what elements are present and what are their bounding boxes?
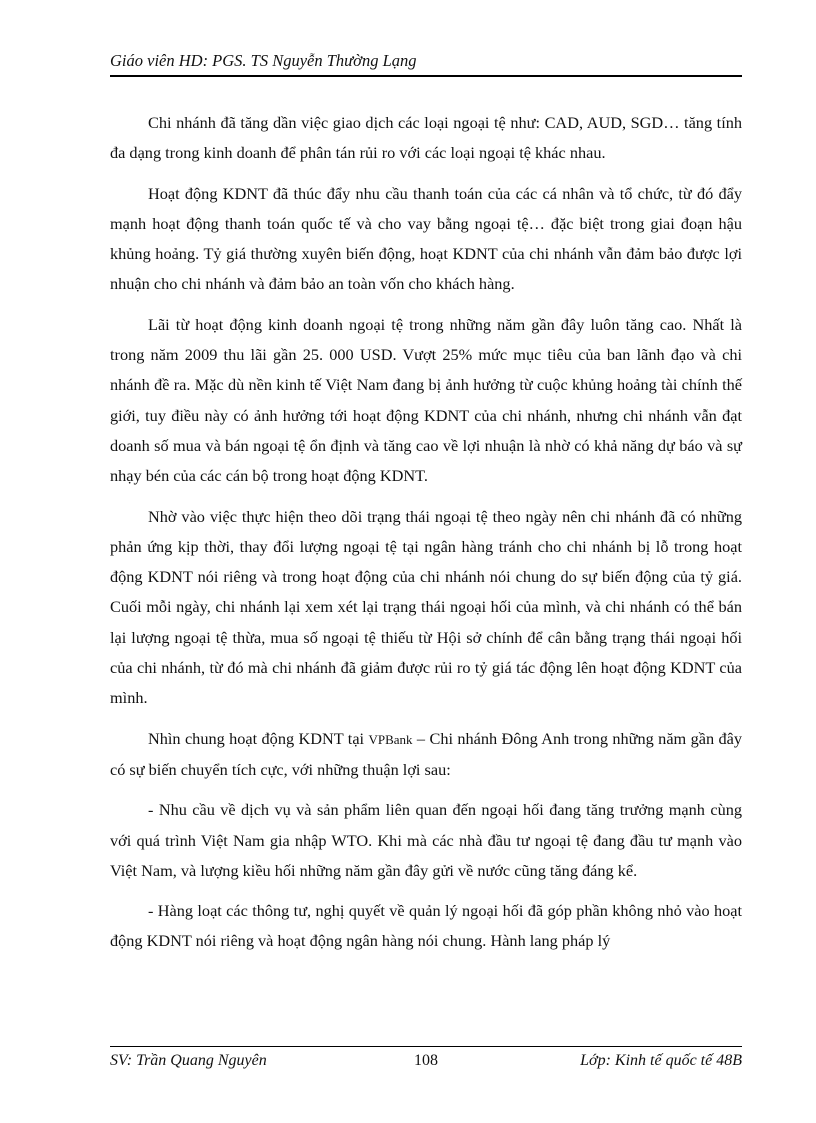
paragraph-2: Hoạt động KDNT đã thúc đẩy nhu cầu thanh toán của các cá nhân và tổ chức, từ đó đẩy mạnh hoạt động thanh toán quốc tế và cho vay bằng ngoại tệ… đặc biệt trong giai đoạn hậu khủng hoảng. Tỷ giá thường xuyên biến động, hoạt KDNT của chi nhánh vẫn đảm bảo được lợi nhuận cho chi nhánh và đảm bảo an toàn vốn cho khách hàng. <box>110 183 742 294</box>
paragraph-5-rest: – Chi nhánh Đông Anh trong những năm gần đây có sự biến chuyển tích cực, với những thuận lợi sau: <box>110 728 742 779</box>
paragraph-3: Lãi từ hoạt động kinh doanh ngoại tệ trong những năm gần đây luôn tăng cao. Nhất là trong năm 2009 thu lãi gần 25. 000 USD. Vượt 25% mức mục tiêu của ban lãnh đạo và chi nhánh đề ra. Mặc dù nền kinh tế Việt Nam đang bị ảnh hưởng từ cuộc khủng hoảng tài chính thế giới, tuy điều này có ảnh hưởng tới hoạt động KDNT của chi nhánh, nhưng chi nhánh vẫn đạt doanh số mua và bán ngoại tệ ổn định và tăng cao về lợi nhuận là nhờ có khả năng dự báo và sự nhạy bén của các cán bộ trong hoạt động KDNT. <box>110 314 742 486</box>
footer-rule <box>110 1046 742 1047</box>
bullet-2: - Hàng loạt các thông tư, nghị quyết về quản lý ngoại hối đã góp phần không nhỏ vào hoạt động KDNT nói riêng và hoạt động ngân hàng nói chung. Hành lang pháp lý <box>110 901 742 951</box>
paragraph-1: Chi nhánh đã tăng dần việc giao dịch các loại ngoại tệ như: CAD, AUD, SGD… tăng tính đa dạng trong kinh doanh để phân tán rủi ro với các loại ngoại tệ khác nhau. <box>110 113 742 163</box>
paragraph-5-lead: Nhìn chung hoạt động KDNT tại <box>148 728 369 748</box>
page-number: 108 <box>414 1052 438 1069</box>
page-header <box>110 50 742 72</box>
header-advisor-text: Giáo viên HD: PGS. TS Nguyễn Thường Lạng <box>110 51 417 70</box>
header-rule <box>110 75 742 77</box>
footer-class: Lớp: Kinh tế quốc tế 48B <box>580 1052 742 1069</box>
brand-name: VPBank <box>368 731 413 747</box>
document-body <box>110 108 742 967</box>
paragraph-4: Nhờ vào việc thực hiện theo dõi trạng thái ngoại tệ theo ngày nên chi nhánh đã có những phản ứng kịp thời, thay đổi lượng ngoại tệ tại ngân hàng tránh cho chi nhánh bị lỗ trong hoạt động KDNT nói riêng và trong hoạt động của chi nhánh nói chung do sự biến động của tỷ giá. Cuối mỗi ngày, chi nhánh lại xem xét lại trạng thái ngoại hối của mình, và chi nhánh có thể bán lại lượng ngoại tệ thừa, mua số ngoại tệ thiếu từ Hội sở chính để cân bằng trạng thái ngoại hối của chi nhánh, từ đó mà chi nhánh đã giảm được rủi ro tỷ giá tác động lên hoạt động KDNT của mình. <box>110 506 742 708</box>
page-footer <box>110 1050 742 1072</box>
paragraph-5 <box>110 724 742 786</box>
footer-student: SV: Trần Quang Nguyên <box>110 1052 267 1069</box>
bullet-1: - Nhu cầu về dịch vụ và sản phẩm liên quan đến ngoại hối đang tăng trưởng mạnh cùng với quá trình Việt Nam gia nhập WTO. Khi mà các nhà đầu tư ngoại tệ đang đầu tư mạnh vào Việt Nam, và lượng kiều hối những năm gần đây gửi về nước cũng tăng đáng kể. <box>110 800 742 880</box>
